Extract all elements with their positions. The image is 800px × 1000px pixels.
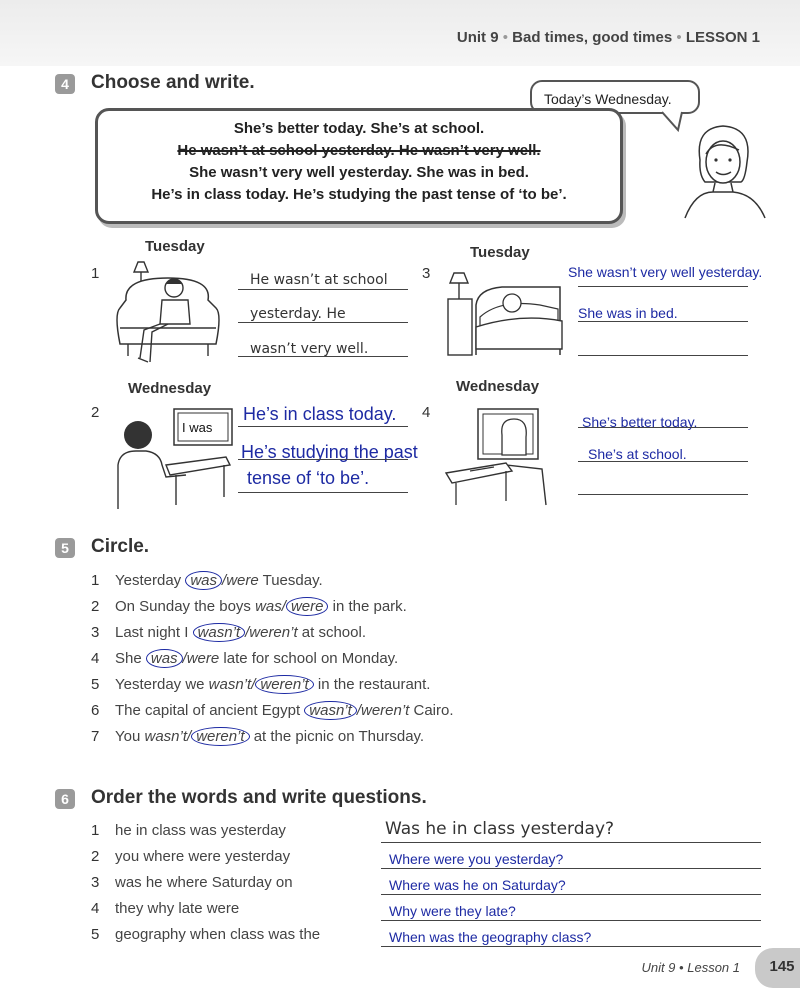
answer-line — [381, 894, 761, 895]
panel-4-answer: She’s at school. — [588, 446, 687, 462]
panel-1-answer: He wasn’t at school — [250, 272, 388, 288]
page-number: 145 — [755, 948, 800, 988]
circle-item — [91, 702, 454, 719]
item-number: 5 — [91, 676, 100, 693]
option-1[interactable]: was — [255, 598, 282, 615]
circle-item — [91, 728, 424, 745]
panel-3-answer: She was in bed. — [578, 305, 678, 321]
item-number: 2 — [91, 848, 100, 865]
item-text-after: in the park. — [328, 598, 407, 615]
footer-unit: Unit 9 — [641, 960, 676, 975]
header-lesson: LESSON 1 — [685, 29, 760, 46]
sentence-box — [95, 108, 623, 224]
circled-answer[interactable]: was — [185, 571, 222, 590]
box-sentence: She wasn’t very well yesterday. She was in bed. — [189, 164, 529, 181]
item-number: 1 — [91, 822, 100, 839]
exercise-6-title: Order the words and write questions. — [91, 787, 427, 808]
panel-3-day: Tuesday — [470, 244, 530, 261]
box-sentence-crossed-text: He wasn’t at school yesterday. He wasn’t very well. — [177, 142, 541, 159]
item-text-before: She — [115, 650, 146, 667]
boy-at-desk-illustration — [106, 405, 236, 510]
option-1[interactable]: wasn’t — [208, 676, 252, 693]
order-item — [91, 822, 286, 839]
item-text-before: Last night I — [115, 624, 193, 641]
option-2[interactable]: weren’t — [249, 624, 298, 641]
exercise-6-number: 6 — [55, 789, 75, 809]
panel-1-answer: yesterday. He — [250, 306, 346, 322]
box-sentence: He’s in class today. He’s studying the past tense of ‘to be’. — [151, 186, 567, 203]
item-text-before: You — [115, 728, 145, 745]
footer-separator: • — [679, 960, 684, 975]
item-number: 6 — [91, 702, 100, 719]
answer-line — [238, 492, 408, 493]
box-sentence-crossed — [98, 142, 620, 159]
header-unit: Unit 9 — [456, 29, 499, 46]
jumbled-words: he in class was yesterday — [115, 822, 286, 839]
header-separator: • — [676, 29, 682, 46]
item-text-before: The capital of ancient Egypt — [115, 702, 305, 719]
question-answer: Why were they late? — [389, 903, 516, 919]
answer-line — [238, 289, 408, 290]
circle-item — [91, 598, 407, 615]
answer-line — [381, 946, 761, 947]
answer-line — [578, 355, 748, 356]
jumbled-words: was he where Saturday on — [115, 874, 293, 891]
jumbled-words: you where were yesterday — [115, 848, 291, 865]
circled-answer[interactable]: was — [146, 649, 183, 668]
option-2[interactable]: were — [186, 650, 220, 667]
circle-item — [91, 572, 323, 589]
order-item — [91, 848, 290, 865]
option-2[interactable]: were — [226, 572, 259, 589]
answer-line — [381, 868, 761, 869]
item-text-after: Cairo. — [409, 702, 454, 719]
answer-line — [238, 459, 408, 460]
exercise-4-title: Choose and write. — [91, 72, 255, 93]
exercise-5-number: 5 — [55, 538, 75, 558]
order-item — [91, 900, 239, 917]
option-separator: / — [251, 676, 256, 693]
answer-line — [578, 286, 748, 287]
boy-armchair-illustration — [108, 258, 228, 370]
item-text-after: at the picnic on Thursday. — [249, 728, 425, 745]
answer-line — [381, 920, 761, 921]
question-answer: Was he in class yesterday? — [385, 819, 615, 839]
question-answer: Where was he on Saturday? — [389, 877, 566, 893]
panel-1-answer: wasn’t very well. — [250, 341, 369, 357]
board-text: I was — [182, 420, 213, 435]
circle-item — [91, 676, 430, 693]
item-text-before: Yesterday we — [115, 676, 209, 693]
item-text-after: in the restaurant. — [313, 676, 431, 693]
answer-line — [578, 321, 748, 322]
jumbled-words: geography when class was the — [115, 926, 321, 943]
girl-at-desk-illustration — [442, 405, 562, 510]
option-separator: / — [187, 728, 192, 745]
header-separator: • — [502, 29, 508, 46]
header-unit-title: Bad times, good times — [512, 29, 673, 46]
item-number: 3 — [91, 874, 100, 891]
panel-3-answer: She wasn’t very well yesterday. — [568, 264, 763, 280]
exercise-5-title: Circle. — [91, 536, 150, 557]
option-separator: / — [222, 572, 227, 589]
option-separator: / — [356, 702, 361, 719]
item-number: 1 — [91, 572, 100, 589]
panel-3-number: 3 — [422, 265, 431, 282]
answer-line — [381, 842, 761, 843]
option-separator: / — [182, 650, 187, 667]
jumbled-words: they why late were — [115, 900, 240, 917]
footer-lesson: Lesson 1 — [687, 960, 740, 975]
footer-label — [641, 960, 740, 975]
answer-line — [578, 494, 748, 495]
panel-2-day: Wednesday — [128, 380, 212, 397]
panel-4-answer: She’s better today. — [582, 414, 698, 430]
item-number: 5 — [91, 926, 100, 943]
panel-2-answer: He’s in class today. — [243, 404, 397, 424]
panel-2-answer: He’s studying the past — [241, 442, 418, 462]
circled-answer[interactable]: wasn’t — [193, 623, 246, 642]
girl-in-bed-illustration — [440, 265, 568, 360]
item-text-before: On Sunday the boys — [115, 598, 256, 615]
circled-answer[interactable]: weren’t — [191, 727, 249, 746]
item-text-after: Tuesday. — [258, 572, 323, 589]
speech-bubble: Today’s Wednesday. — [530, 80, 700, 114]
girl-illustration — [675, 120, 775, 220]
answer-line — [578, 461, 748, 462]
exercise-4-number: 4 — [55, 74, 75, 94]
item-text-after: late for school on Monday. — [219, 650, 399, 667]
option-separator: / — [281, 598, 286, 615]
item-number: 7 — [91, 728, 100, 745]
item-text-after: at school. — [297, 624, 366, 641]
box-sentence: She’s better today. She’s at school. — [233, 120, 485, 137]
panel-4-number: 4 — [422, 404, 431, 421]
option-2[interactable]: weren’t — [360, 702, 410, 719]
question-answer: When was the geography class? — [389, 929, 592, 945]
circle-item — [91, 624, 366, 641]
circled-answer[interactable]: weren’t — [255, 675, 313, 694]
circled-answer[interactable]: were — [286, 597, 329, 616]
answer-line — [238, 322, 408, 323]
item-text-before: Yesterday — [115, 572, 186, 589]
option-1[interactable]: wasn’t — [144, 728, 188, 745]
circle-item — [91, 650, 398, 667]
order-item — [91, 874, 293, 891]
running-header — [457, 29, 760, 46]
option-separator: / — [245, 624, 250, 641]
panel-1-number: 1 — [91, 265, 100, 282]
circled-answer[interactable]: wasn’t — [304, 701, 357, 720]
panel-4-day: Wednesday — [456, 378, 540, 395]
order-item — [91, 926, 320, 943]
item-number: 4 — [91, 900, 100, 917]
item-number: 2 — [91, 598, 100, 615]
panel-2-number: 2 — [91, 404, 100, 421]
item-number: 3 — [91, 624, 100, 641]
item-number: 4 — [91, 650, 100, 667]
panel-2-answer: tense of ‘to be’. — [247, 468, 370, 488]
answer-line — [238, 356, 408, 357]
panel-1-day: Tuesday — [145, 238, 205, 255]
question-answer: Where were you yesterday? — [389, 851, 564, 867]
answer-line — [578, 427, 748, 428]
answer-line — [238, 426, 408, 427]
